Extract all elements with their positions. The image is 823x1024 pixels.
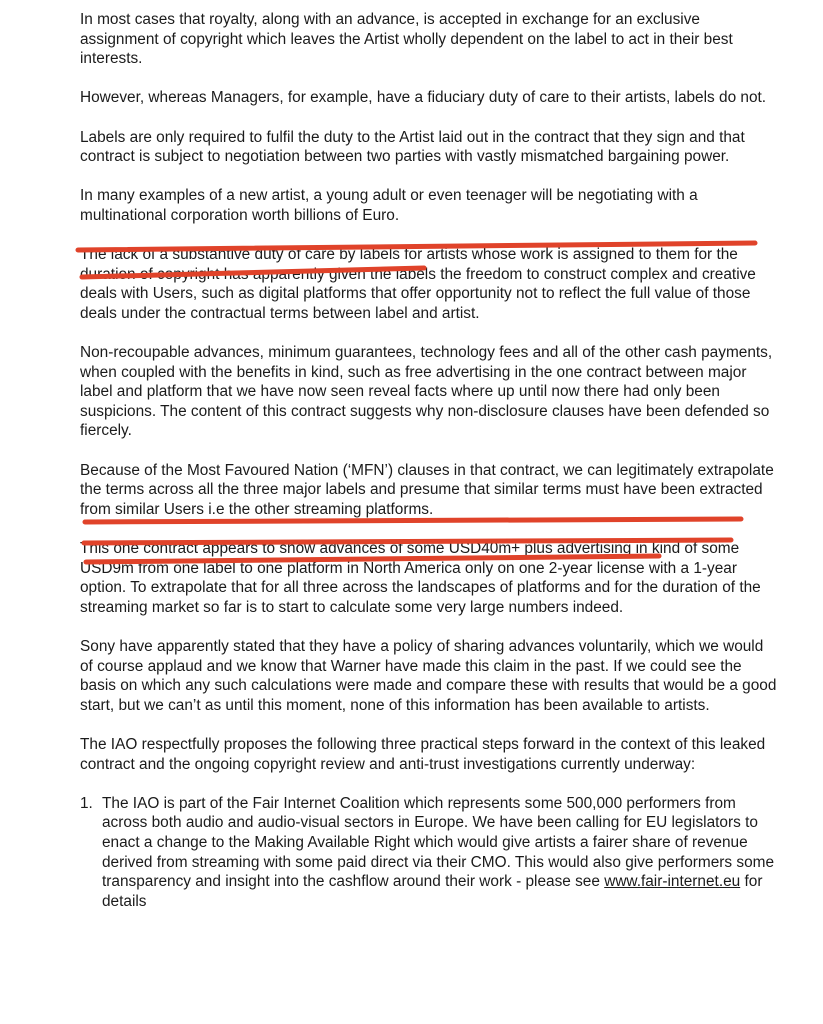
list-item bbox=[80, 794, 780, 912]
fair-internet-link[interactable]: www.fair-internet.eu bbox=[604, 873, 741, 891]
proposals-list bbox=[80, 794, 780, 912]
paragraph-6: Non-recoupable advances, minimum guarantees, technology fees and all of the other cash payments, when coupled with the benefits in kind, such as free advertising in the one contract between major label and platform that we have now seen reveal facts where up until now there had only been suspicions. The content of this contract suggests why non-disclosure clauses have been defended so fiercely. bbox=[80, 344, 773, 440]
list-number: 1. bbox=[80, 794, 93, 812]
paragraph-1: In most cases that royalty, along with an advance, is accepted in exchange for an exclusive assignment of copyright which leaves the Artist wholly dependent on the label to act in their best interests. bbox=[80, 11, 733, 68]
paragraph-3: Labels are only required to fulfil the duty to the Artist laid out in the contract that they sign and that contract is subject to negotiation between two parties with vastly mismatched bargaining power. bbox=[80, 128, 745, 166]
paragraph-10: The IAO respectfully proposes the following three practical steps forward in the context of this leaked contract and the ongoing copyright review and anti-trust investigations currently underway: bbox=[80, 735, 766, 773]
paragraph-2: However, whereas Managers, for example, have a fiduciary duty of care to their artists, labels do not. bbox=[80, 89, 767, 107]
list-item-text: The IAO is part of the Fair Internet Coalition which represents some 500,000 performers from across both audio and audio-visual sectors in Europe. We have been calling for EU legislators to enact a change to the Making Available Right which would give artists a fairer share of revenue derived from streaming with some paid direct via their CMO. This would also give performers some transparency and insight into the cashflow around their work - please see bbox=[102, 794, 775, 891]
document-body bbox=[80, 10, 780, 911]
paragraph-7-highlighted: Because of the Most Favoured Nation (‘MFN’) clauses in that contract, we can legitimately extrapolate the terms across all the three major labels and presume that similar terms must have been extracted from similar Users i.e the other streaming platforms. bbox=[80, 461, 774, 518]
paragraph-4-highlighted: In many examples of a new artist, a young adult or even teenager will be negotiating with a multinational corporation worth billions of Euro. bbox=[80, 187, 698, 224]
paragraph-5: The lack of a substantive duty of care by labels for artists whose work is assigned to them for the duration of copyright has apparently given the labels the freedom to construct complex and creative deals with Users, such as digital platforms that offer opportunity not to reflect the full value of those deals under the contractual terms between label and artist. bbox=[80, 246, 756, 322]
list-item-suffix: for details bbox=[102, 873, 763, 910]
paragraph-8: This one contract appears to show advances of some USD40m+ plus advertising in kind of some USD9m from one label to one platform in North America only on one 2-year license with a 1-year option. To extrapolate that for all three across the landscapes of platforms and for the duration of the streaming market so far is to start to calculate some very large numbers indeed. bbox=[80, 540, 761, 616]
paragraph-9: Sony have apparently stated that they have a policy of sharing advances voluntarily, which we would of course applaud and we know that Warner have made this claim in the past. If we could see the basis on which any such calculations were made and compare these with results that would be a good start, but we can’t as until this moment, none of this information has been available to artists. bbox=[80, 638, 777, 714]
